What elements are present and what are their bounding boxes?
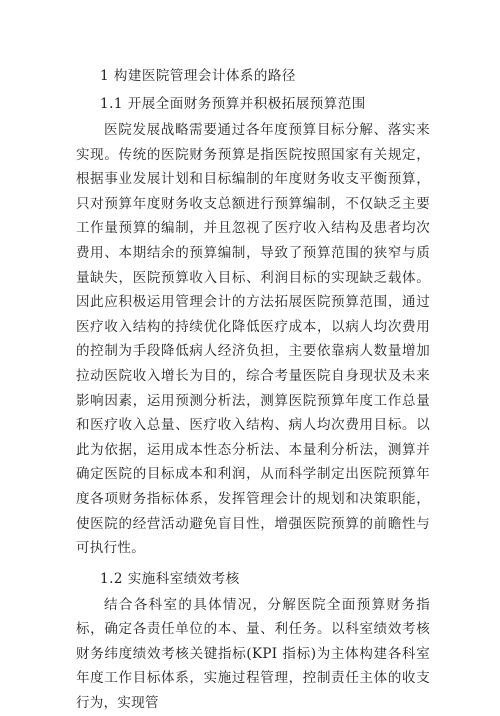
heading-1: 1 构建医院管理会计体系的路径 [100, 68, 296, 84]
section-1-1-paragraph: 医院发展战略需要通过各年度预算目标分解、落实来实现。传统的医院财务预算是指医院按照国家有关规定，根据事业发展计划和目标编制的年度财务收支平衡预算，只对预算年度财务收支总额进行预算编制，不仅缺乏主要工作量预算的编制，并且忽视了医疗收入结构及患者均次费用、本期结余的预算编制，导致了预算范围的狭窄与质量缺失，医院预算收入目标、利润目标的实现缺乏载体。因此应积极运用管理会计的方法拓展医院预算范围，通过医疗收入结构的持续优化降低医疗成本，以病人均次费用的控制为手段降低病人经济负担，主要依靠病人数量增加拉动医院收入增长为目的，综合考量医院自身现状及未来影响因素，运用预测分析法，测算医院预算年度工作总量和医疗收入总量、医疗收入结构、病人均次费用目标。以此为依据，运用成本性态分析法、本量利分析法，测算并确定医院的目标成本和利润，从而科学制定出医院预算年度各项财务指标体系，发挥管理会计的规划和决策职能，使医院的经营活动避免盲目性，增强医院预算的前瞻性与可执行性。 [76, 122, 430, 557]
section-1-2-title: 1.2 实施科室绩效考核 [100, 570, 240, 587]
section-1-1-title: 1.1 开展全面财务预算并积极拓展预算范围 [100, 96, 366, 112]
section-1-2-paragraph: 结合各科室的具体情况，分解医院全面预算财务指标，确定各责任单位的本、量、利任务。以科室绩效考核财务纬度绩效考核关键指标(KPI 指标)为主体构建各科室年度工作目标体系，实施过程管理，控制责任主体的收支行为，实现管 [76, 596, 430, 712]
